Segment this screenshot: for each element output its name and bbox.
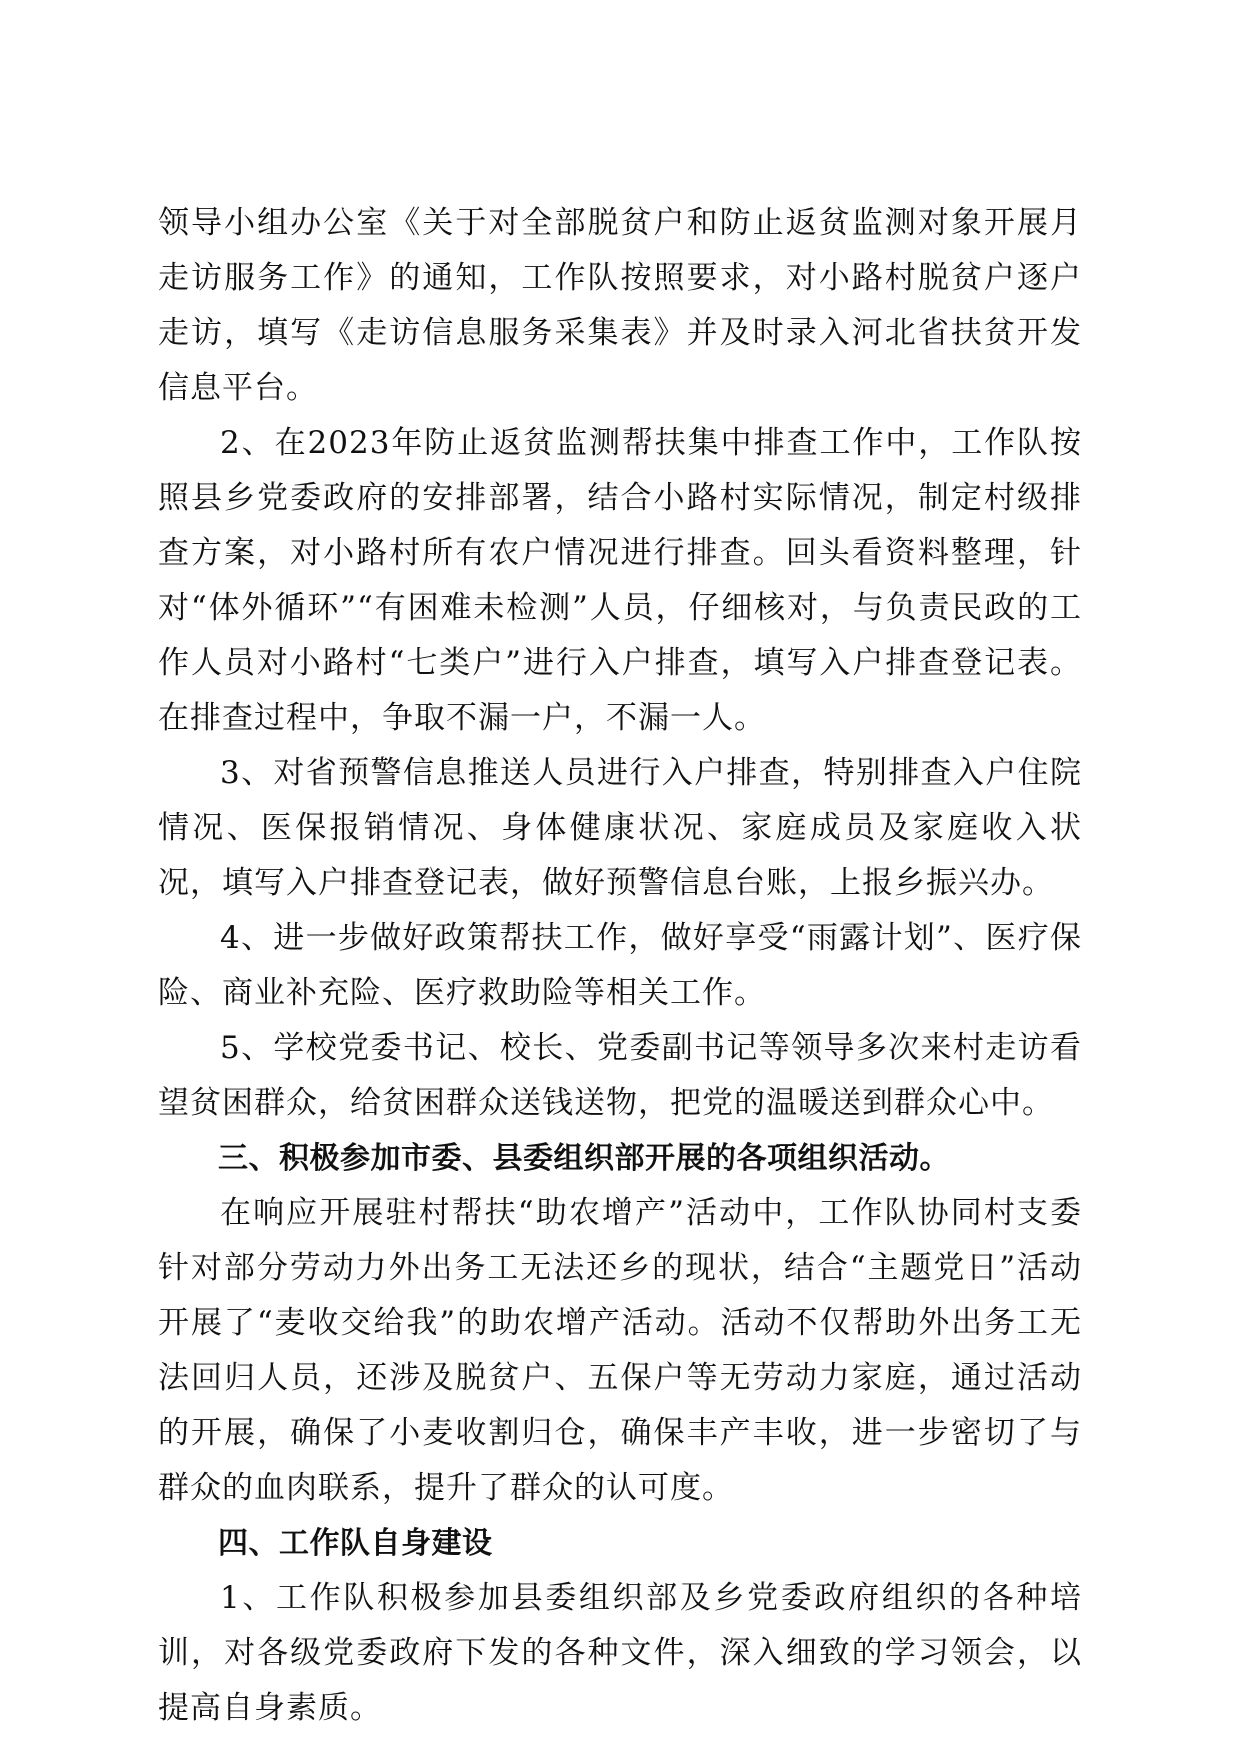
section-heading-4: 四、工作队自身建设 [218,1526,493,1561]
paragraph-item-4: 4、进一步做好政策帮扶工作，做好享受“雨露计划”、医疗保险、商业补充险、医疗救助险等相关工作。 [158,920,1082,1011]
paragraph-item-2: 2、在2023年防止返贫监测帮扶集中排查工作中，工作队按照县乡党委政府的安排部署，结合小路村实际情况，制定村级排查方案，对小路村所有农户情况进行排查。回头看资料整理，针对“体外循环”“有困难未检测”人员，仔细核对，与负责民政的工作人员对小路村“七类户”进行入户排查，填写入户排查登记表。在排查过程中，争取不漏一户，不漏一人。 [158,425,1082,736]
paragraph-team-training: 1、工作队积极参加县委组织部及乡党委政府组织的各种培训，对各级党委政府下发的各种文件，深入细致的学习领会，以提高自身素质。 [158,1580,1082,1726]
paragraph-continuation: 领导小组办公室《关于对全部脱贫户和防止返贫监测对象开展月走访服务工作》的通知，工作队按照要求，对小路村脱贫户逐户走访，填写《走访信息服务采集表》并及时录入河北省扶贫开发信息平台。 [158,205,1082,406]
paragraph-item-3: 3、对省预警信息推送人员进行入户排查，特别排查入户住院情况、医保报销情况、身体健康状况、家庭成员及家庭收入状况，填写入户排查登记表，做好预警信息台账，上报乡振兴办。 [158,755,1082,901]
section-heading-3: 三、积极参加市委、县委组织部开展的各项组织活动。 [218,1141,950,1176]
document-page [158,196,1082,1736]
paragraph-activity: 在响应开展驻村帮扶“助农增产”活动中，工作队协同村支委针对部分劳动力外出务工无法还乡的现状，结合“主题党日”活动开展了“麦收交给我”的助农增产活动。活动不仅帮助外出务工无法回归人员，还涉及脱贫户、五保户等无劳动力家庭，通过活动的开展，确保了小麦收割归仓，确保丰产丰收，进一步密切了与群众的血肉联系，提升了群众的认可度。 [158,1195,1082,1506]
paragraph-item-5: 5、学校党委书记、校长、党委副书记等领导多次来村走访看望贫困群众，给贫困群众送钱送物，把党的温暖送到群众心中。 [158,1030,1082,1121]
